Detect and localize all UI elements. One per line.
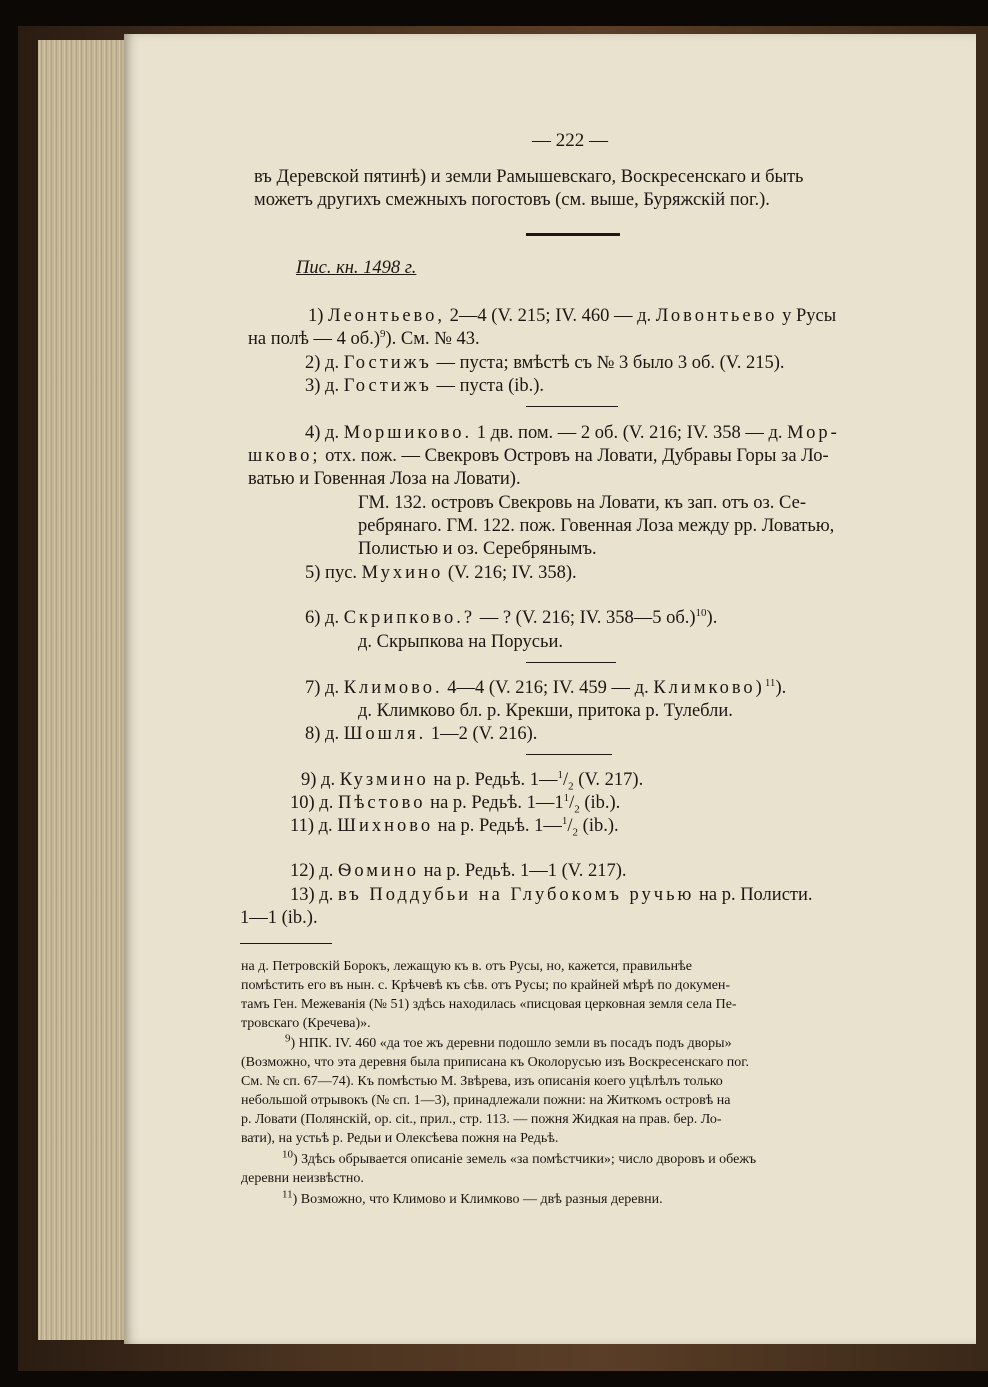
page-edges	[38, 40, 129, 1340]
entry-prefix: д.	[318, 816, 333, 836]
entry-text: на полѣ — 4 об.)	[248, 329, 380, 349]
footnote-cont-line-4: тровскаго (Кречева)».	[241, 1016, 371, 1031]
fraction-numerator: 1	[561, 814, 568, 827]
entry-text: ).	[706, 608, 718, 628]
fraction-denominator: 2	[568, 780, 574, 793]
entry-1	[308, 305, 836, 328]
entry-number: 6)	[305, 608, 321, 628]
entry-prefix: д.	[325, 724, 340, 744]
entry-text: на р. Полисти.	[698, 885, 813, 905]
footnote-ref: 11	[764, 676, 776, 689]
entry-number: 10)	[290, 793, 315, 813]
footnote-9-line-6: вати), на устьѣ р. Редьи и Олексѣева пожня на Редьѣ.	[241, 1131, 559, 1146]
entry-12	[290, 860, 627, 883]
entry-4	[305, 422, 840, 445]
entry-text: — пуста; вмѣстѣ съ № 3 было 3 об. (V. 215).	[436, 353, 785, 373]
village-name: Гостижъ	[343, 353, 432, 373]
entry-9: 9) д. Кузмино на р. Редьѣ. $1—^1/_2$ (V. 217).	[301, 768, 644, 793]
entry-number: 11)	[290, 816, 314, 836]
entry-prefix: д.	[325, 608, 340, 628]
entry-1-line-2	[248, 328, 480, 351]
entry-4-line-3: ватью и Говенная Лоза на Ловати).	[248, 469, 521, 489]
footnote-ref: 9	[380, 327, 386, 340]
footnote-10	[282, 1150, 756, 1169]
entry-7	[305, 677, 786, 700]
entry-5	[305, 562, 577, 585]
footnote-9-line-2: (Возможно, что эта деревня была приписана къ Околорусью изъ Воскресенскаго пог.	[241, 1055, 749, 1070]
entry-13-line-2: 1—1 (ib.).	[240, 908, 318, 928]
footnote-marker: 9	[285, 1032, 291, 1045]
village-name: Шошля.	[343, 724, 427, 744]
footnote-text: ) Возможно, что Климово и Климково — двѣ разныя деревни.	[292, 1192, 663, 1207]
footnote-9-line-5: р. Ловати (Полянскій, op. cit., прил., стр. 113. — пожня Жидкая на прав. бер. Ло-	[241, 1112, 722, 1127]
entry-number: 12)	[290, 861, 315, 881]
entry-text: ).	[775, 678, 787, 698]
entry-text: 1 дв. пом. — 2 об. (V. 216; IV. 358 — д.	[476, 423, 783, 443]
fraction-denominator: 2	[574, 803, 580, 816]
entry-3	[305, 375, 544, 398]
entry-text: на р. Редьѣ. 1—	[437, 816, 562, 836]
footnote-9-line-3: См. № сп. 67—74). Къ помѣстью М. Звѣрева, изъ описанія коего уцѣлѣлъ только	[241, 1074, 723, 1089]
entry-prefix: пус.	[325, 563, 358, 583]
village-alt-name: Ловонтьево	[655, 306, 778, 326]
entry-text: — ? (V. 216; IV. 358—5 об.)	[479, 608, 696, 628]
section-divider	[526, 233, 620, 236]
footnote-10-line-2: деревни неизвѣстно.	[241, 1171, 364, 1186]
entry-13	[290, 884, 813, 907]
village-name: Скрипково.?	[343, 608, 476, 628]
entry-prefix: д.	[319, 885, 334, 905]
village-alt-name: Мор-	[787, 423, 840, 443]
group-divider	[526, 406, 618, 407]
entry-text: (ib.).	[582, 816, 619, 836]
village-name: Ѳомино	[337, 861, 419, 881]
entry-text: ). См. № 43.	[385, 329, 480, 349]
book-page	[124, 34, 976, 1344]
entry-text: (V. 216; IV. 358).	[447, 563, 577, 583]
footnote-text: ) НПК. IV. 460 «да тое жъ деревни подошло земли въ посадъ подъ дворы»	[290, 1036, 732, 1051]
entry-number: 5)	[305, 563, 321, 583]
fraction-numerator: 1	[563, 791, 570, 804]
entry-number: 3)	[305, 376, 321, 396]
entry-number: 7)	[305, 678, 321, 698]
village-alt-name: шково;	[248, 446, 321, 466]
village-name: Пѣстово	[337, 793, 426, 813]
entry-prefix: д.	[321, 770, 336, 790]
entry-text: 1—2 (V. 216).	[430, 724, 538, 744]
entry-6-note-1: д. Скрыпкова на Порусьи.	[358, 632, 563, 652]
footnote-separator	[240, 943, 332, 944]
entry-8	[305, 723, 537, 746]
entry-number: 2)	[305, 353, 321, 373]
entry-prefix: д.	[325, 353, 340, 373]
village-name: Леонтьево,	[328, 306, 446, 326]
entry-number: 1)	[308, 306, 324, 326]
footnote-9-line-4: небольшой отрывокъ (№ сп. 1—3), принадлежали пожни: на Житкомъ островѣ на	[241, 1093, 731, 1108]
footnote-cont-line-1: на д. Петровскій Борокъ, лежащую къ в. отъ Русы, но, кажется, правильнѣе	[241, 959, 692, 974]
village-name: Кузмино	[339, 770, 429, 790]
footnote-marker: 10	[282, 1148, 293, 1161]
entry-prefix: д.	[325, 678, 340, 698]
entry-text: на р. Редьѣ. 1—1 (V. 217).	[423, 861, 627, 881]
fraction-numerator: 1	[557, 768, 564, 781]
village-alt-name: Климково)	[653, 678, 765, 698]
entry-text: у Русы	[782, 306, 837, 326]
entry-4-note-2: ребрянаго. ГМ. 122. пож. Говенная Лоза между рр. Ловатью,	[358, 516, 835, 536]
entry-prefix: д.	[325, 423, 340, 443]
entry-6	[305, 607, 717, 630]
entry-4-note-3: Полистью и оз. Серебрянымъ.	[358, 539, 597, 559]
village-name: Моршиково.	[343, 423, 473, 443]
footnote-ref: 10	[695, 606, 707, 619]
entry-4-line-2	[248, 445, 829, 468]
entry-2	[305, 352, 785, 375]
village-name: Климово.	[343, 678, 443, 698]
entry-text: отх. пож. — Свекровъ Островъ на Ловати, Дубравы Горы за Ло-	[325, 446, 829, 466]
entry-10: 10) д. Пѣстово на р. Редьѣ. $1—1^1/_2$ (ib.).	[290, 791, 621, 816]
entry-number: 13)	[290, 885, 315, 905]
village-name: Шихново	[337, 816, 434, 836]
entry-text: на р. Редьѣ. 1—	[433, 770, 558, 790]
entry-text: — пуста (ib.).	[436, 376, 545, 396]
entry-number: 8)	[305, 724, 321, 744]
entry-text: (ib.).	[584, 793, 621, 813]
entry-4-note-1: ГМ. 132. островъ Свекровь на Ловати, къ зап. отъ оз. Се-	[358, 493, 806, 513]
group-divider	[526, 754, 612, 755]
entry-prefix: д.	[319, 861, 334, 881]
entry-text: (V. 217).	[578, 770, 644, 790]
entry-number: 4)	[305, 423, 321, 443]
entry-prefix: д.	[319, 793, 334, 813]
entry-7-note-1: д. Климково бл. р. Крекши, притока р. Тулебли.	[358, 701, 733, 721]
footnote-text: ) Здѣсь обрывается описаніе земель «за помѣстчики»; число дворовъ и обежъ	[293, 1152, 757, 1167]
intro-line-1: въ Деревской пятинѣ) и земли Рамышевскаго, Воскресенскаго и быть	[254, 167, 804, 187]
footnote-cont-line-3: тамъ Ген. Межеванія (№ 51) здѣсь находилась «писцовая церковная земля села Пе-	[241, 997, 737, 1012]
village-name: въ Поддубьи на Глубокомъ ручью	[337, 885, 695, 905]
entry-11: 11) д. Шихново на р. Редьѣ. $1—^1/_2$ (ib.).	[290, 814, 619, 839]
group-divider	[526, 662, 616, 663]
footnote-9	[285, 1034, 732, 1053]
fraction-denominator: 2	[572, 826, 579, 839]
footnote-marker: 11	[282, 1188, 293, 1201]
village-name: Мухино	[361, 563, 444, 583]
page-number: — 222 —	[532, 130, 608, 151]
entry-number: 9)	[301, 770, 317, 790]
village-name: Гостижъ	[343, 376, 432, 396]
entry-text: 2—4 (V. 215; IV. 460 — д.	[449, 306, 652, 326]
entry-prefix: д.	[325, 376, 340, 396]
footnote-11	[282, 1190, 663, 1209]
footnote-cont-line-2: помѣстить его въ нын. с. Крѣчевѣ къ сѣв. отъ Русы; по крайней мѣрѣ по докумен-	[241, 978, 731, 993]
section-heading: Пис. кн. 1498 г.	[296, 258, 417, 278]
entry-text: 4—4 (V. 216; IV. 459 — д.	[447, 678, 649, 698]
entry-text: на р. Редьѣ. 1—1	[430, 793, 564, 813]
intro-line-2: можетъ другихъ смежныхъ погостовъ (см. выше, Буряжскій пог.).	[254, 190, 770, 210]
